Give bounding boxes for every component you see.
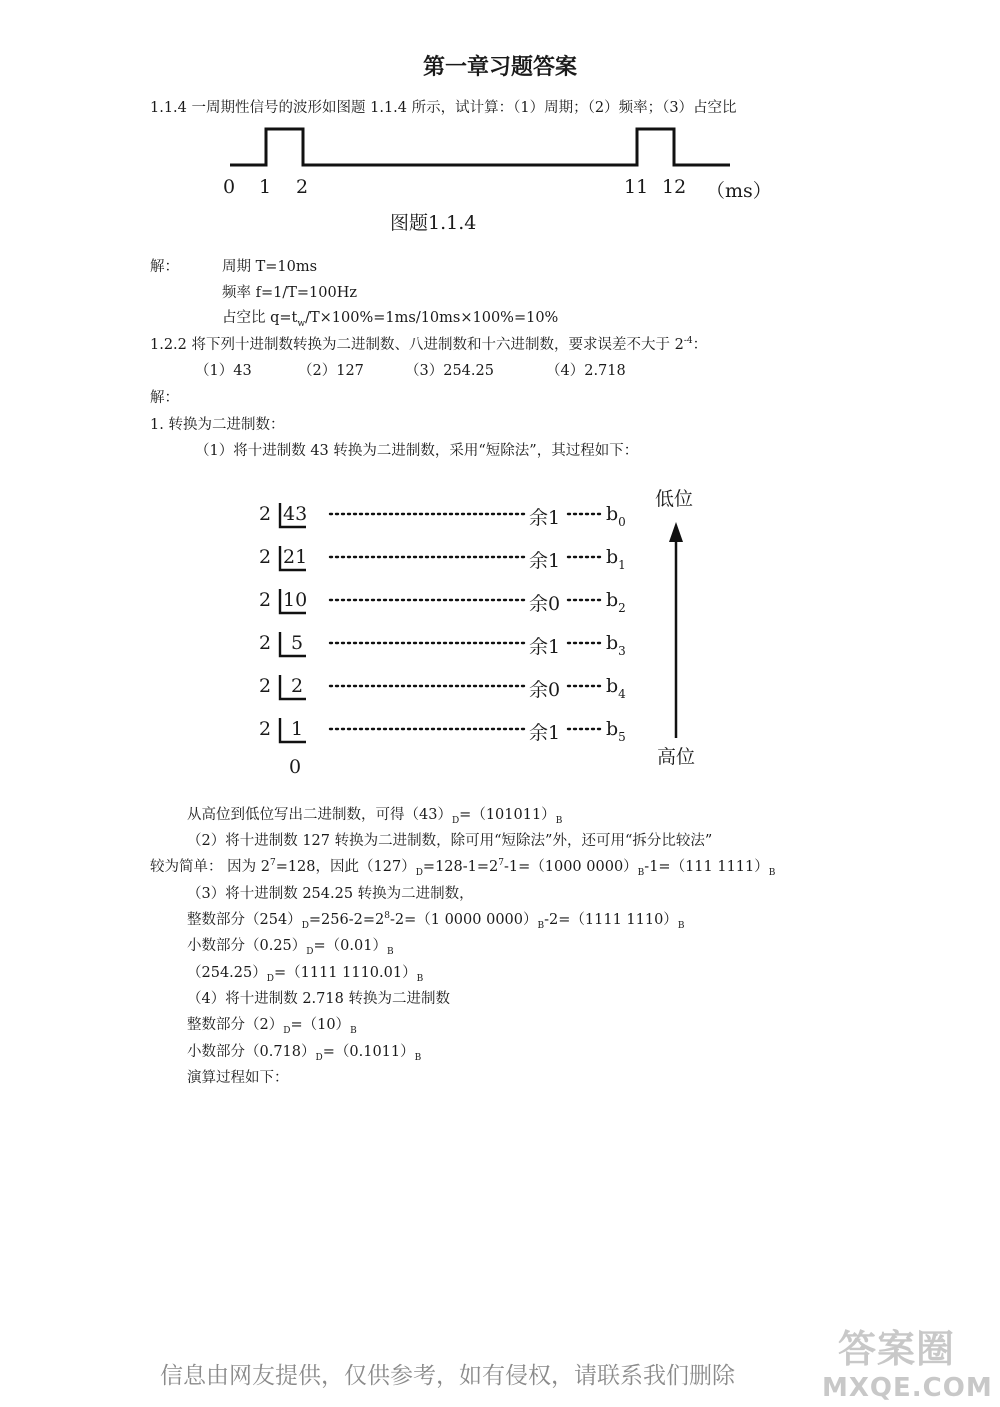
bit-label: $b_0$ bbox=[606, 503, 626, 529]
question-1-1-4: 1.1.4 一周期性信号的波形如图题 1.1.4 所示，试计算：（1）周期；（2）频率；（3）占空比 bbox=[150, 100, 737, 116]
dividend: 5 bbox=[291, 632, 304, 654]
figure-caption: 图题1.1.4 bbox=[390, 212, 477, 234]
divisor: 2 bbox=[259, 589, 272, 611]
footer-disclaimer: 信息由网友提供，仅供参考，如有侵权，请联系我们删除 bbox=[160, 1363, 735, 1389]
remainder: 余0 bbox=[529, 679, 561, 701]
remainder: 余1 bbox=[529, 722, 561, 744]
question-1-2-2: 1.2.2 将下列十进制数转换为二进制数、八进制数和十六进制数，要求误差不大于 $2^{-4}$： bbox=[150, 336, 708, 353]
item-2: （2）127 bbox=[298, 363, 364, 379]
divisor: 2 bbox=[259, 503, 272, 525]
bit-label: $b_3$ bbox=[606, 632, 626, 658]
step-1-3-text: （3）将十进制数 254.25 转换为二进制数， bbox=[187, 886, 474, 902]
calc-process-text: 演算过程如下： bbox=[187, 1070, 289, 1086]
watermark-site: MXQE.COM bbox=[822, 1373, 993, 1403]
axis-label-2: 2 bbox=[296, 176, 309, 198]
step-1-heading: 1. 转换为二进制数： bbox=[150, 417, 285, 433]
remainder: 余1 bbox=[529, 636, 561, 658]
axis-label-1: 1 bbox=[259, 176, 272, 198]
dividend: 10 bbox=[283, 589, 308, 611]
bit-label: $b_4$ bbox=[606, 675, 626, 701]
fraction-part-025: 小数部分$(0.25)_D=(0.01)_B$ bbox=[187, 938, 394, 957]
period-line: 周期 T=10ms bbox=[222, 259, 318, 275]
page-title: 第一章习题答案 bbox=[422, 54, 577, 80]
bit-label: $b_1$ bbox=[606, 546, 626, 572]
axis-label-11: 11 bbox=[624, 176, 649, 198]
watermark-logo: 答案圈 bbox=[838, 1327, 956, 1371]
result-127: 较为简单： 因为 $2^7=128$，因此$(127)_D=128-1=2^7-1=(1000$ $0000)_B-1=(111$ $1111)_B$ bbox=[150, 858, 776, 878]
divisor: 2 bbox=[259, 675, 272, 697]
item-3: （3）254.25 bbox=[405, 363, 494, 379]
integer-part-254: 整数部分$(254)_D=256-2=2^8-2=(1$ 0000 $0000)_B-2=(1111$ $1110)_B$ bbox=[187, 911, 685, 931]
low-bit-label: 低位 bbox=[655, 488, 694, 510]
divisor: 2 bbox=[259, 718, 272, 740]
integer-part-2: 整数部分$(2)_D=(10)_B$ bbox=[187, 1017, 357, 1036]
axis-label-0: 0 bbox=[223, 176, 236, 198]
item-1: （1）43 bbox=[195, 363, 252, 379]
arrow-head bbox=[669, 522, 683, 542]
step-1-4-text: （4）将十进制数 2.718 转换为二进制数 bbox=[187, 991, 450, 1007]
dividend: 21 bbox=[283, 546, 308, 568]
divisor: 2 bbox=[259, 546, 272, 568]
step-1-2-text: （2）将十进制数 127 转换为二进制数，除可用“短除法”外，还可用“拆分比较法” bbox=[187, 833, 713, 849]
high-bit-label: 高位 bbox=[657, 746, 696, 768]
final-quotient: 0 bbox=[289, 756, 302, 778]
axis-unit: （ms） bbox=[706, 180, 772, 202]
step-1-1-text: （1）将十进制数 43 转换为二进制数，采用“短除法”，其过程如下： bbox=[195, 443, 639, 459]
result-43: 从高位到低位写出二进制数，可得$(43)_D=(101011)_B$ bbox=[187, 807, 563, 826]
bit-label: $b_5$ bbox=[606, 718, 626, 744]
dividend: 2 bbox=[291, 675, 304, 697]
frequency-line: 频率 f=1/T=100Hz bbox=[222, 285, 358, 301]
solution-label-2: 解： bbox=[150, 390, 179, 406]
item-4: （4）2.718 bbox=[546, 363, 626, 379]
fraction-part-0718: 小数部分$(0.718)_D=(0.1011)_B$ bbox=[187, 1044, 422, 1063]
bit-label: $b_2$ bbox=[606, 589, 626, 615]
dividend: 1 bbox=[291, 718, 304, 740]
solution-label: 解： bbox=[150, 259, 179, 275]
remainder: 余1 bbox=[529, 507, 561, 529]
dividend: 43 bbox=[283, 503, 308, 525]
remainder: 余1 bbox=[529, 550, 561, 572]
result-254-25: $(254.25)_D=(1111$ $1110.01)_B$ bbox=[187, 965, 424, 984]
duty-cycle-line: 占空比 $q=t_w/T\times 100\%=1ms/10ms\times 100\%=10\%$ bbox=[222, 310, 559, 329]
remainder: 余0 bbox=[529, 593, 561, 615]
divisor: 2 bbox=[259, 632, 272, 654]
axis-label-12: 12 bbox=[662, 176, 687, 198]
